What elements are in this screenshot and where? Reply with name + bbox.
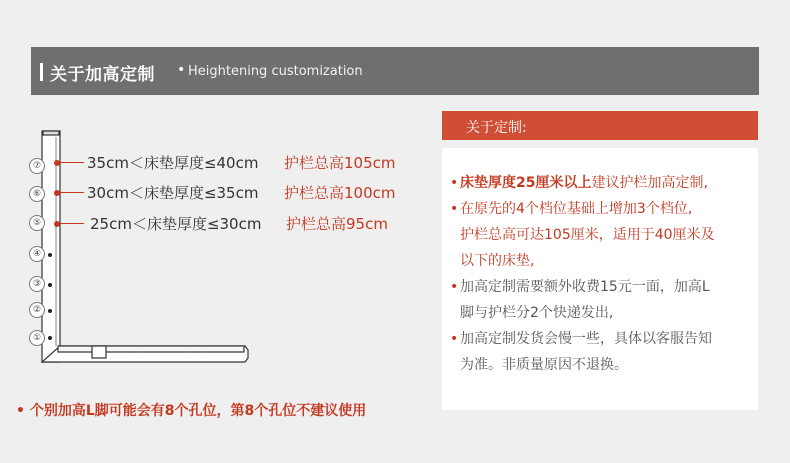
- note-3-line-1: 加高定制需要额外收费15元一面，加高L: [460, 279, 710, 295]
- note-4-line-1: 加高定制发货会慢一些，具体以客服告知: [460, 331, 712, 347]
- rail-height: 护栏总高100cm: [284, 184, 396, 202]
- rail-height: 护栏总高95cm: [286, 215, 388, 233]
- hole-marker: [54, 190, 60, 196]
- note-3: [450, 274, 754, 326]
- note-2: [450, 196, 754, 274]
- section-subtitle: Heightening customization: [188, 64, 363, 79]
- hole-label-4: ④: [29, 246, 45, 262]
- footnote: [16, 400, 366, 420]
- hole-marker: [54, 160, 60, 166]
- footnote-bullet: •: [16, 403, 25, 419]
- note-1: [450, 170, 754, 196]
- hole-marker: [54, 221, 60, 227]
- header-bullet: •: [177, 62, 186, 78]
- hole-dot-2: [48, 309, 52, 313]
- note-1-strong: 床垫厚度25厘米以上: [460, 175, 592, 191]
- footnote-text: 个别加高L脚可能会有8个孔位，第8个孔位不建议使用: [29, 403, 367, 419]
- note-3-line-2: 脚与护栏分2个快递发出,: [460, 305, 614, 321]
- section-title: 关于加高定制: [50, 65, 155, 85]
- rail-height: 护栏总高105cm: [284, 154, 396, 172]
- note-2-line-1: 在原先的4个档位基础上增加3个档位,: [460, 201, 693, 217]
- hole-label-2: ②: [29, 302, 45, 318]
- note-4: [450, 326, 754, 378]
- hole-dot-1: [48, 336, 52, 340]
- leader-line: [60, 192, 84, 193]
- hole-label-7: ⑦: [29, 158, 45, 174]
- hole-label-6: ⑥: [29, 186, 45, 202]
- hole-dot-3: [48, 283, 52, 287]
- panel-header: [442, 111, 758, 140]
- hole-label-1: ①: [29, 330, 45, 346]
- hole-label-3: ③: [29, 276, 45, 292]
- leader-line: [60, 223, 84, 224]
- note-bullet: •: [450, 331, 459, 347]
- mattress-range: 25cm＜床垫厚度≤30cm: [90, 215, 262, 233]
- note-bullet: •: [450, 175, 459, 191]
- note-4-line-2: 为准。非质量原因不退换。: [460, 357, 628, 373]
- note-2-line-3: 以下的床垫,: [460, 253, 535, 269]
- mattress-range: 30cm＜床垫厚度≤35cm: [87, 184, 259, 202]
- leader-line: [60, 162, 84, 163]
- note-bullet: •: [450, 279, 459, 295]
- custom-notes-panel: [442, 148, 758, 410]
- hole-dot-4: [48, 253, 52, 257]
- note-2-line-2: 护栏总高可达105厘米，适用于40厘米及: [460, 227, 715, 243]
- mattress-range: 35cm＜床垫厚度≤40cm: [87, 154, 259, 172]
- note-1-rest: 建议护栏加高定制,: [591, 175, 708, 191]
- panel-title: 关于定制:: [466, 120, 527, 136]
- note-bullet: •: [450, 201, 459, 217]
- hole-label-5: ⑤: [29, 215, 45, 231]
